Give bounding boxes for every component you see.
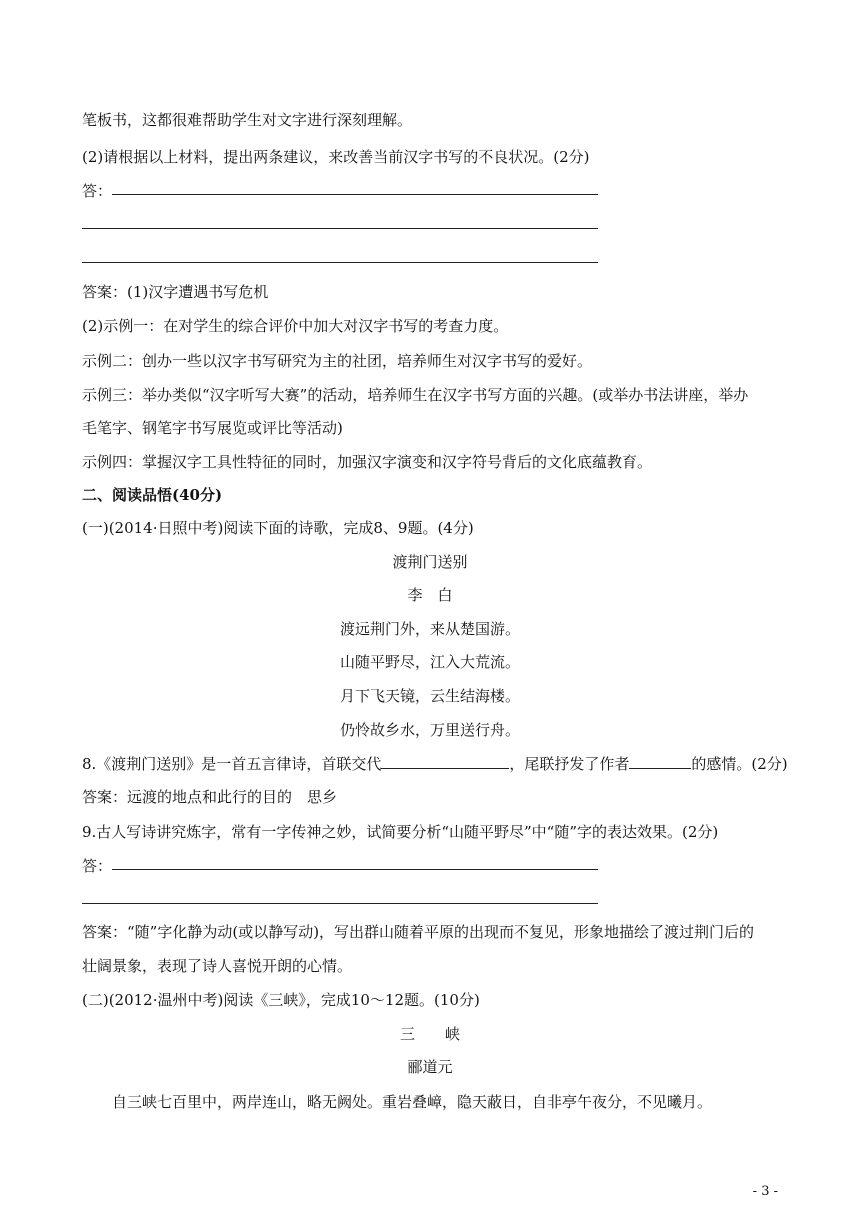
fill-blank bbox=[629, 753, 691, 769]
question-8-part: 8.《渡荆门送别》是一首五言律诗，首联交代 bbox=[82, 755, 382, 773]
answer-text: 答案：(1)汉字遭遇书写危机 bbox=[82, 283, 269, 301]
poem-author: 李 白 bbox=[407, 586, 453, 604]
section-heading: 二、阅读品悟(40分) bbox=[82, 486, 223, 504]
prose-paragraph: 自三峡七百里中，两岸连山，略无阙处。重岩叠嶂，隐天蔽日，自非亭午夜分，不见曦月。 bbox=[112, 1093, 713, 1111]
answer-text: (2)示例一：在对学生的综合评价中加大对汉字书写的考查力度。 bbox=[82, 317, 509, 335]
answer-text: 壮阔景象，表现了诗人喜悦开朗的心情。 bbox=[82, 957, 353, 975]
answer-text: 示例三：举办类似“汉字听写大赛”的活动，培养师生在汉字书写方面的兴趣。(或举办书法讲座，举办 bbox=[82, 386, 749, 404]
answer-text: 答案：“随”字化静为动(或以静写动)，写出群山随着平原的出现而不复见，形象地描绘了渡过荆门后的 bbox=[82, 923, 755, 941]
answer-text: 示例四：掌握汉字工具性特征的同时，加强汉字演变和汉字符号背后的文化底蕴教育。 bbox=[82, 453, 653, 471]
subsection-heading: (二)(2012·温州中考)阅读《三峡》，完成10～12题。(10分) bbox=[82, 991, 480, 1009]
poem-line: 山随平野尽，江入大荒流。 bbox=[339, 653, 520, 671]
question-8 bbox=[82, 753, 788, 774]
poem-line: 渡远荆门外，来从楚国游。 bbox=[339, 620, 520, 638]
subsection-heading: (一)(2014·日照中考)阅读下面的诗歌，完成8、9题。(4分) bbox=[82, 519, 474, 537]
answer-line bbox=[82, 228, 598, 229]
answer-prefix: 答： bbox=[82, 857, 113, 875]
answer-line bbox=[112, 194, 598, 195]
question-9: 9.古人写诗讲究炼字，常有一字传神之妙，试简要分析“山随平野尽”中“随”字的表达效果。(2分) bbox=[82, 823, 719, 841]
poem-line: 仍怜故乡水，万里送行舟。 bbox=[339, 721, 520, 739]
answer-text: 答案：远渡的地点和此行的目的 思乡 bbox=[82, 788, 338, 806]
prose-author: 郦道元 bbox=[407, 1058, 453, 1076]
answer-text: 毛笔字、钢笔字书写展览或评比等活动) bbox=[82, 419, 343, 437]
question-text: (2)请根据以上材料，提出两条建议，来改善当前汉字书写的不良状况。(2分) bbox=[82, 148, 590, 166]
answer-line bbox=[82, 903, 598, 904]
fill-blank bbox=[381, 753, 509, 769]
prose-title: 三 峡 bbox=[399, 1025, 460, 1043]
text-line: 笔板书，这都很难帮助学生对文字进行深刻理解。 bbox=[82, 111, 413, 129]
answer-line bbox=[82, 262, 598, 263]
answer-line bbox=[112, 869, 598, 870]
page-number: - 3 - bbox=[752, 1184, 778, 1199]
question-8-part: ，尾联抒发了作者 bbox=[509, 755, 630, 773]
answer-prefix: 答： bbox=[82, 182, 113, 200]
question-8-part: 的感情。(2分) bbox=[691, 755, 788, 773]
poem-title: 渡荆门送别 bbox=[392, 553, 468, 571]
answer-text: 示例二：创办一些以汉字书写研究为主的社团，培养师生对汉字书写的爱好。 bbox=[82, 352, 593, 370]
poem-line: 月下飞天镜，云生结海楼。 bbox=[339, 687, 520, 705]
